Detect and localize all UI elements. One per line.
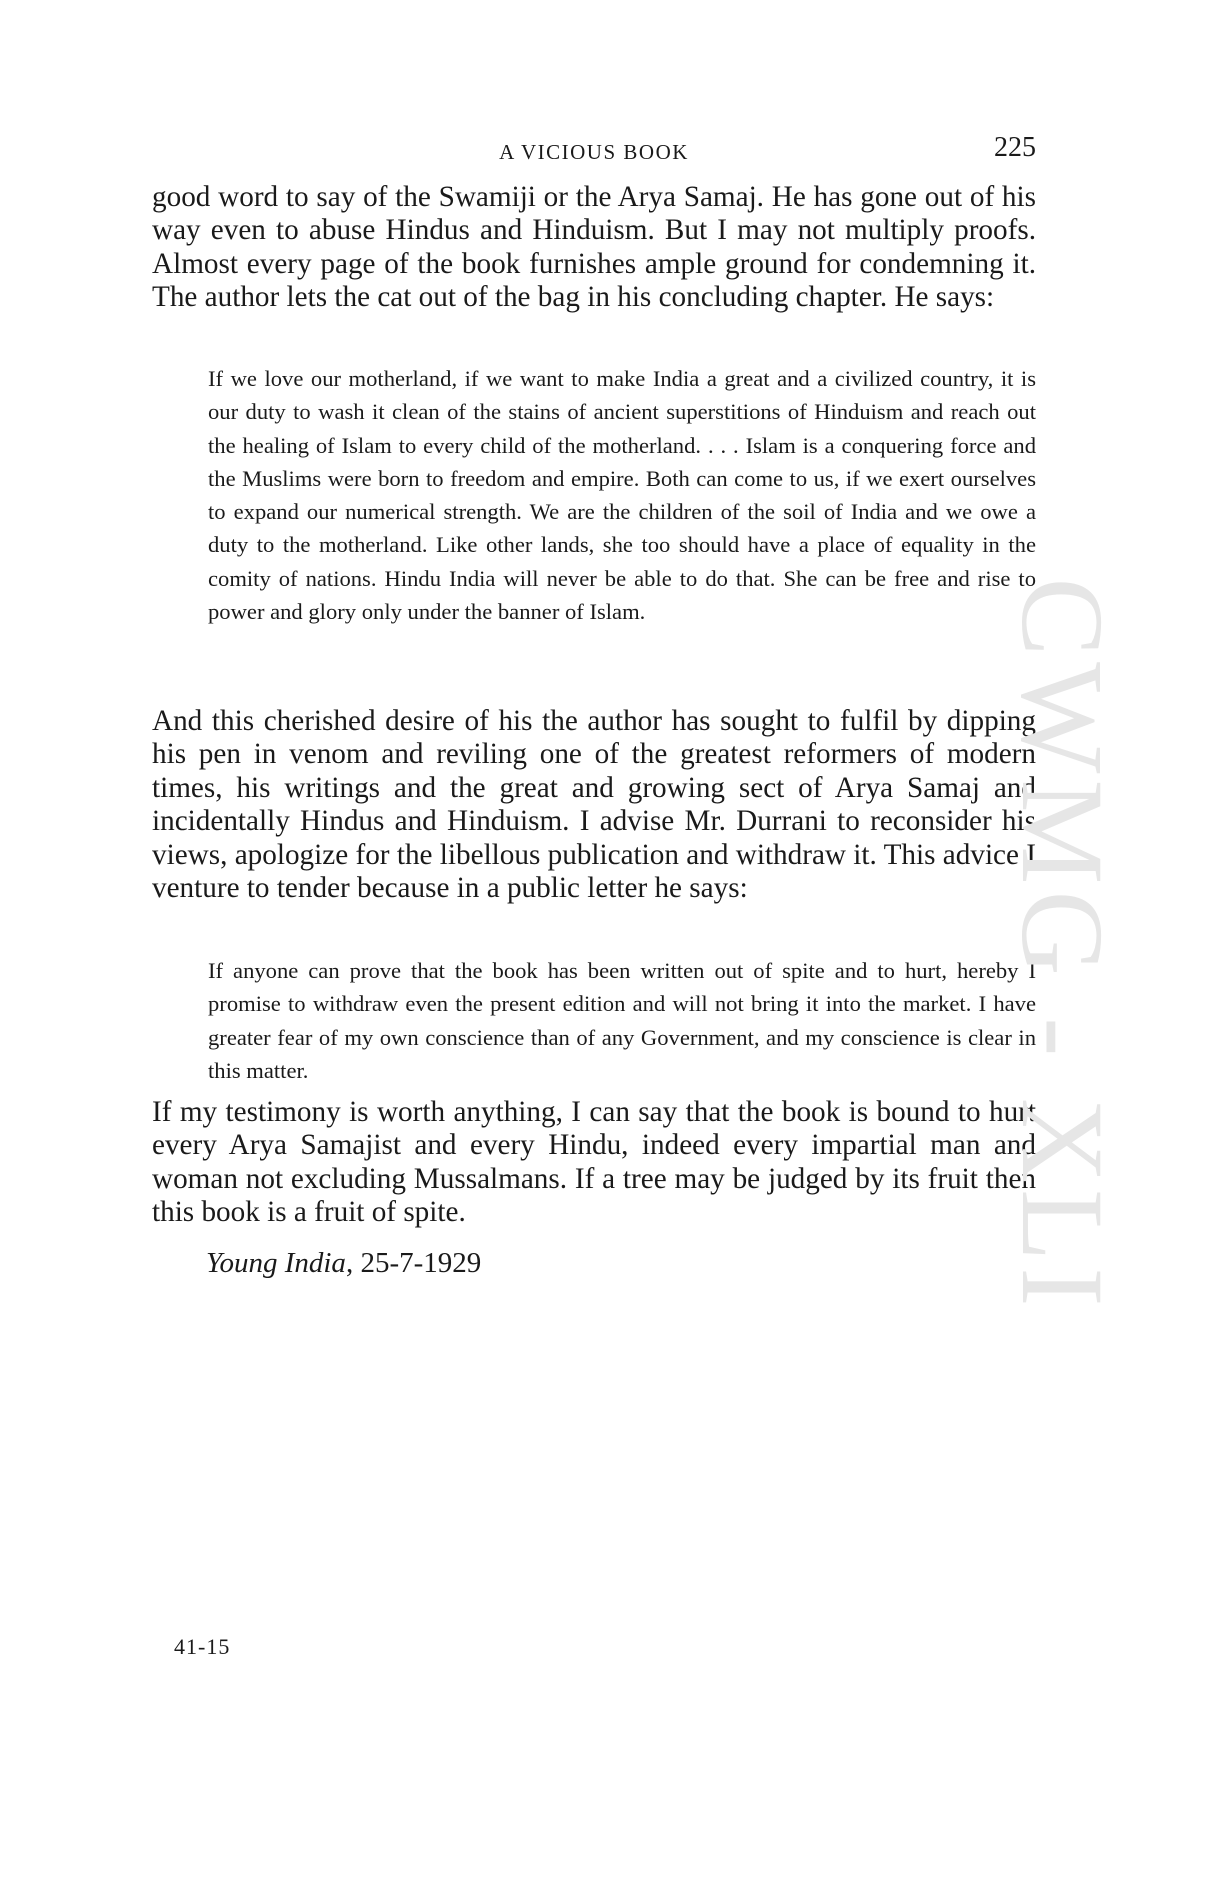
- paragraph-1: good word to say of the Swamiji or the Arya Samaj. He has gone out of his way even to abuse Hindus and Hinduism. But I may not multiply proofs. Almost every page of the book furnishes ample ground for condemning it. The author lets the cat out of the bag in his concluding chapter. He says:: [152, 181, 1036, 314]
- watermark-text: CWMG - XLI: [997, 577, 1128, 1313]
- running-head: [152, 132, 1036, 168]
- watermark: [997, 505, 1128, 1385]
- block-quote-2: If anyone can prove that the book has been written out of spite and to hurt, hereby I promise to withdraw even the present edition and will not bring it into the market. I have greater fear of my own conscience than of any Government, and my conscience is clear in this matter.: [208, 958, 1036, 1083]
- source-publication: Young India: [206, 1247, 346, 1279]
- block-quote-1: If we love our motherland, if we want to make India a great and a civilized country, it is our duty to wash it clean of the stains of ancient superstitions of Hinduism and reach out the healing of Islam to every child of the motherland. . . . Islam is a conquering force and the Muslims were born to freedom and empire. Both can come to us, if we exert ourselves to expand our numerical strength. We are the children of the soil of India and we owe a duty to the motherland. Like other lands, she too should have a place of equality in the comity of nations. Hindu India will never be able to do that. She can be free and rise to power and glory only under the banner of Islam.: [208, 366, 1036, 625]
- source-citation: [206, 1246, 481, 1280]
- citation-separator: ,: [345, 1247, 354, 1279]
- source-date: 25-7-1929: [360, 1247, 482, 1279]
- signature-mark: 41-15: [174, 1634, 231, 1659]
- page-number: 225: [994, 132, 1036, 163]
- paragraph-3: If my testimony is worth anything, I can say that the book is bound to hurt every Arya Samajist and every Hindu, indeed every impartial man and woman not excluding Mussalmans. If a tree may be judged by its fruit then this book is a fruit of spite.: [152, 1096, 1036, 1229]
- paragraph-2: And this cherished desire of his the author has sought to fulfil by dipping his pen in venom and reviling one of the greatest reformers of modern times, his writings and the great and growing sect of Arya Samaj and incidentally Hindus and Hinduism. I advise Mr. Durrani to reconsider his views, apologize for the libellous publication and withdraw it. This advice I venture to tender because in a public letter he says:: [152, 705, 1036, 905]
- running-title: A VICIOUS BOOK: [499, 140, 689, 164]
